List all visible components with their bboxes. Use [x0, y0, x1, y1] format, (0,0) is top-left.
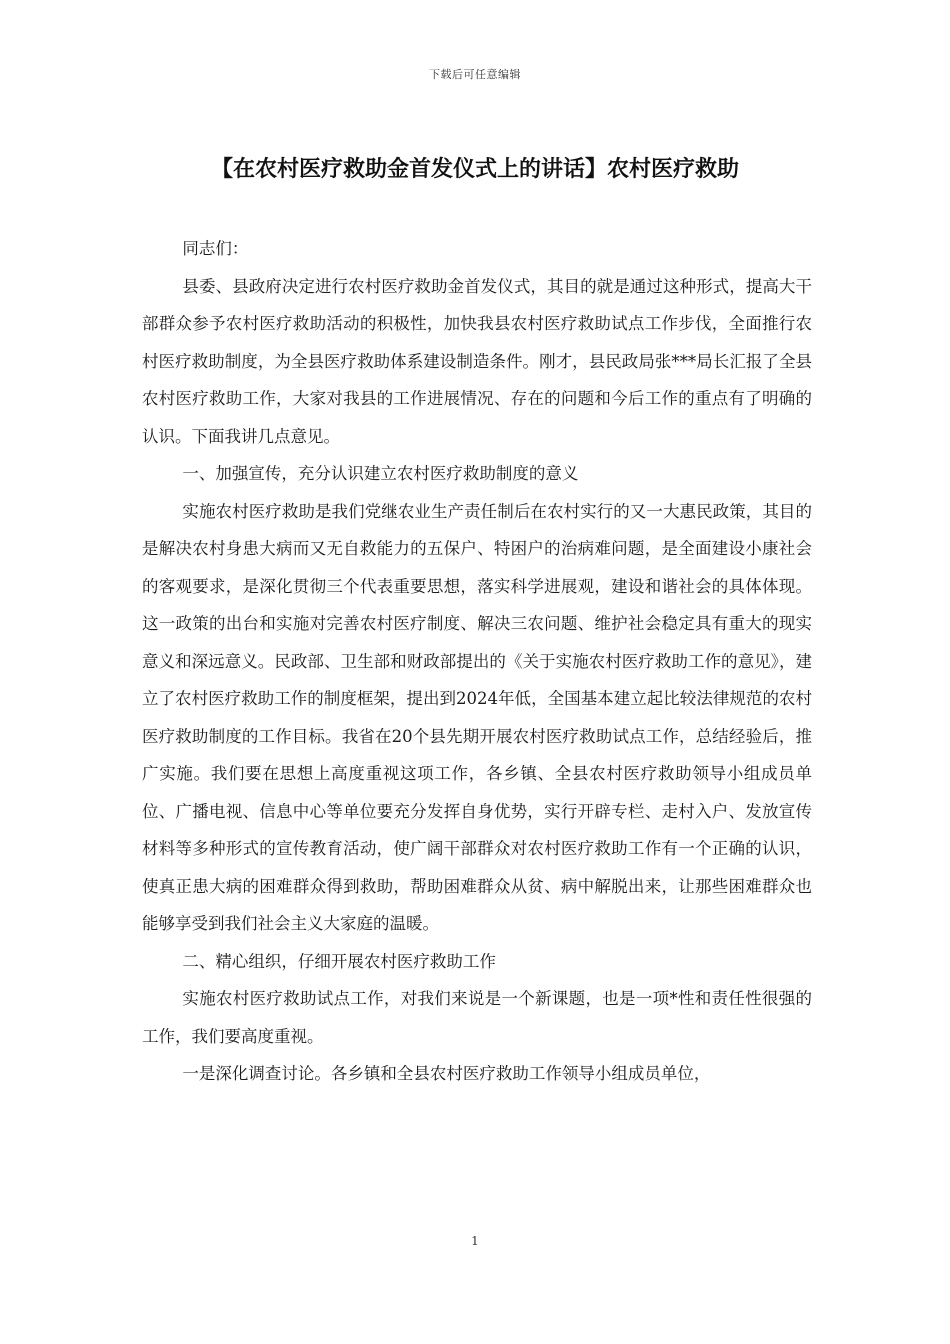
paragraph-section-1: 实施农村医疗救助是我们党继农业生产责任制后在农村实行的又一大惠民政策，其目的是解决农村身患大病而又无自救能力的五保户、特困户的治病难问题，是全面建设小康社会的客观要求，是深化贯彻三个代表重要思想，落实科学进展观，建设和谐社会的具体体现。这一政策的出台和实施对完善农村医疗制度、解决三农问题、维护社会稳定具有重大的现实意义和深远意义。民政部、卫生部和财政部提出的《关于实施农村医疗救助工作的意见》，建立了农村医疗救助工作的制度框架，提出到2024年低，全国基本建立起比较法律规范的农村医疗救助制度的工作目标。我省在20个县先期开展农村医疗救助试点工作，总结经验后，推广实施。我们要在思想上高度重视这项工作，各乡镇、全县农村医疗救助领导小组成员单位、广播电视、信息中心等单位要充分发挥自身优势，实行开辟专栏、走村入户、发放宣传材料等多种形式的宣传教育活动，使广阔干部群众对农村医疗救助工作有一个正确的认识，使真正患大病的困难群众得到救助，帮助困难群众从贫、病中解脱出来，让那些困难群众也能够享受到我们社会主义大家庭的温暖。 [142, 501, 812, 933]
paragraph-section-2: 实施农村医疗救助试点工作，对我们来说是一个新课题，也是一项*性和责任性很强的工作，我们要高度重视。 [142, 989, 812, 1046]
paragraph-point-1: 一是深化调查讨论。各乡镇和全县农村医疗救助工作领导小组成员单位， [182, 1064, 711, 1083]
page-number: 1 [471, 1234, 479, 1248]
section-heading-2: 二、精心组织，仔细开展农村医疗救助工作 [182, 951, 496, 971]
document-title: 【在农村医疗救助金首发仪式上的讲话】农村医疗救助 [210, 157, 739, 182]
header-note: 下载后可任意编辑 [429, 68, 521, 81]
section-heading-1: 一、加强宣传，充分认识建立农村医疗救助制度的意义 [182, 464, 579, 483]
paragraph-intro: 县委、县政府决定进行农村医疗救助金首发仪式，其目的就是通过这种形式，提高大干部群众参予农村医疗救助活动的积极性，加快我县农村医疗救助试点工作步伐，全面推行农村医疗救助制度，为全县医疗救助体系建设制造条件。刚才，县民政局张***局长汇报了全县农村医疗救助工作，大家对我县的工作进展情况、存在的问题和今后工作的重点有了明确的认识。下面我讲几点意见。 [142, 276, 812, 446]
document-body [142, 230, 812, 1093]
paragraph-salutation: 同志们： [182, 239, 249, 258]
